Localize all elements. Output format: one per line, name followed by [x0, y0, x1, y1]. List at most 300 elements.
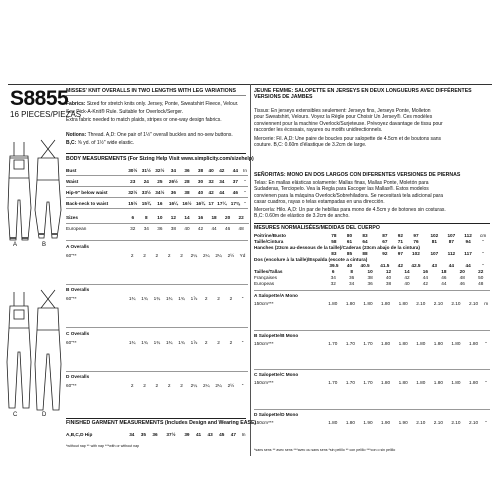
- table-cell: 1⅞: [190, 296, 198, 302]
- mercerie-line: Mercerie: Fil. A,D: Une paire de boucles pour salopette de 4.5cm et de boutons sans: [254, 136, 442, 142]
- table-cell: 42: [422, 281, 429, 287]
- divider-cell: [66, 209, 248, 211]
- table-cell: 76: [413, 239, 419, 245]
- spacer-cell: [66, 347, 248, 371]
- spacer-row: [66, 347, 248, 371]
- table-cell: 43: [431, 263, 437, 269]
- spacer-cell: [254, 308, 490, 330]
- table-cell: 36: [152, 431, 158, 437]
- table-cell: 1.80: [433, 340, 443, 346]
- table-cell: 34½: [155, 189, 165, 195]
- table-cell: 6: [131, 215, 135, 221]
- table-cell: 2.10: [416, 419, 426, 425]
- table-cell: 23: [130, 178, 136, 184]
- table-cell: 28: [184, 178, 190, 184]
- table-cell: 44: [422, 275, 429, 281]
- row-divider: [66, 209, 248, 211]
- table-cell: 1.80: [468, 340, 479, 346]
- table-row: [66, 188, 248, 198]
- table-cell: 17⅜: [230, 200, 240, 206]
- table-cell: 107: [430, 251, 439, 257]
- table-row: [66, 199, 248, 209]
- row-label: B Overalls: [66, 287, 90, 293]
- table-cell: 46: [224, 226, 231, 232]
- row-label: 60"**: [66, 296, 77, 302]
- table-cell: 36: [157, 226, 163, 232]
- table-cell: 14: [184, 215, 190, 221]
- table-cell: 2.10: [451, 419, 461, 425]
- table-cell: 97: [413, 233, 419, 239]
- table-cell: 44: [448, 263, 454, 269]
- view-d-drawing: [35, 290, 61, 410]
- column-divider: [250, 84, 251, 456]
- table-row: [254, 340, 490, 348]
- row-label: A Salopette/A Mono: [254, 293, 298, 299]
- unit-cell: ": [485, 340, 487, 346]
- table-cell: 83: [362, 233, 368, 239]
- table-cell: 1.80: [468, 380, 479, 386]
- table-cell: 12: [385, 269, 392, 275]
- table-cell: 1¾: [153, 296, 161, 302]
- row-label: Bust: [66, 167, 77, 173]
- table-cell: 12: [170, 215, 177, 221]
- table-cell: 1.80: [433, 380, 443, 386]
- piece-count: 16 PIECES/PIEZAS: [10, 110, 82, 119]
- unit-cell: ": [485, 380, 487, 386]
- table-cell: 1.80: [328, 301, 338, 307]
- table-cell: 50: [478, 275, 484, 281]
- tailles-table: [254, 269, 490, 287]
- unit-cell: ": [241, 383, 244, 389]
- table-cell: 83: [331, 251, 337, 257]
- table-cell: 2: [167, 252, 171, 258]
- rule: [254, 223, 490, 224]
- table-row: [254, 379, 490, 387]
- table-cell: 41: [195, 431, 202, 437]
- row-label: 60"**: [66, 339, 77, 345]
- view-label-c: C: [13, 412, 18, 418]
- table-cell: 34: [170, 167, 177, 173]
- french-title: [254, 88, 490, 100]
- table-cell: 1.80: [381, 380, 391, 386]
- table-cell: 36: [184, 167, 190, 173]
- tissus-line: Tissus: En jerseys extensibles seulement: Jerseys fins, Jerseys Ponte, Molleton: [254, 108, 431, 114]
- table-cell: 1.80: [398, 301, 408, 307]
- row-label: Waist: [66, 178, 79, 184]
- view-label-a: A: [13, 242, 18, 248]
- pattern-number: S8855: [10, 87, 69, 110]
- spanish-french-footnote: *sans sens ** avec sens ***avec ou sans sens *sin pelillo ** con pelillo ***con o sin pelillo: [254, 448, 396, 452]
- table-cell: 31½: [141, 167, 151, 173]
- spacer-cell: [254, 348, 490, 370]
- overall-front-back-drawings: [4, 130, 64, 450]
- merceria-line: B,C: 0.60m de elástico de 3.2cm de ancho.: [254, 213, 350, 220]
- table-cell: 26½: [168, 178, 178, 184]
- table-cell: 2¼: [202, 252, 210, 258]
- table-row: [254, 419, 490, 427]
- merceria-line: Mercería: Hilo. A,D: Un par de hebillas para mono de 4.5cm y de botones sin costuras.: [254, 207, 446, 213]
- table-cell: 44: [219, 189, 225, 195]
- spacer-row: [254, 427, 490, 449]
- spacer-row: [254, 348, 490, 370]
- unit-cell: ": [482, 263, 484, 269]
- table-cell: 1.80: [451, 380, 461, 386]
- table-cell: 15½: [128, 200, 138, 206]
- table-cell: 1.90: [381, 419, 391, 425]
- table-cell: 44: [211, 226, 217, 232]
- table-cell: 81: [431, 239, 437, 245]
- table-cell: 16: [197, 215, 204, 221]
- table-cell: 6: [331, 269, 335, 275]
- table-cell: 2.10: [451, 301, 461, 307]
- table-cell: 40.5: [360, 263, 370, 269]
- table-cell: 1¾: [153, 339, 161, 345]
- view-title-row: [66, 286, 248, 295]
- view-b-drawing: [35, 140, 61, 238]
- table-cell: 78: [331, 233, 337, 239]
- unit-cell: ": [244, 178, 246, 184]
- table-cell: 102: [430, 233, 439, 239]
- finished-measurements-table: [66, 430, 248, 439]
- finished-measurements-header: FINISHED GARMENT MEASUREMENTS (Includes Design and Wearing EASE): [66, 420, 257, 426]
- table-cell: 30½: [128, 167, 138, 173]
- table-cell: 40: [197, 189, 204, 195]
- table-cell: 1.80: [416, 380, 426, 386]
- table-cell: 2: [130, 383, 134, 389]
- table-cell: 42: [219, 167, 225, 173]
- table-cell: 1.70: [363, 340, 373, 346]
- table-cell: 35: [140, 431, 147, 437]
- table-cell: 1.70: [328, 380, 338, 386]
- table-cell: 42: [397, 263, 404, 269]
- sizes-table: [66, 214, 248, 234]
- table-cell: 48: [478, 281, 484, 287]
- unit-cell: Yd: [239, 252, 246, 258]
- table-cell: 16: [157, 200, 163, 206]
- table-row: [66, 338, 248, 347]
- table-cell: 37½: [166, 431, 176, 437]
- row-label: 150cm***: [254, 301, 274, 307]
- view-title-row: [254, 411, 490, 419]
- table-cell: 20: [224, 215, 231, 221]
- view-label-d: D: [42, 412, 47, 418]
- table-cell: 2½: [227, 252, 235, 258]
- table-cell: 112: [464, 233, 472, 239]
- english-title: MISSES' KNIT OVERALLS IN TWO LENGTHS WITH LEG VARIATIONS: [66, 88, 236, 94]
- table-cell: 44: [441, 281, 447, 287]
- table-cell: 36: [367, 281, 373, 287]
- table-cell: 2: [229, 296, 233, 302]
- table-cell: 16: [422, 269, 429, 275]
- table-cell: 2: [180, 383, 183, 389]
- body-measurements-table: [66, 166, 248, 210]
- table-cell: 34: [330, 275, 336, 281]
- table-cell: 1.80: [363, 301, 373, 307]
- table-cell: 107: [447, 233, 456, 239]
- table-cell: 1.90: [398, 419, 408, 425]
- table-cell: 16¾: [195, 200, 206, 206]
- table-cell: 1¾: [128, 339, 136, 345]
- notions-line-2: [66, 140, 134, 146]
- table-cell: 2¼: [202, 383, 210, 389]
- row-label: D Salopette/D Mono: [254, 411, 299, 417]
- telas-line: casar cuadros, rayas o telas estampadas en una dirección.: [254, 199, 385, 206]
- row-label: European: [66, 226, 87, 232]
- fabrics-line-3: Extra fabric needed to match plaids, stripes or one-way design fabrics.: [66, 117, 222, 123]
- table-cell: 38: [367, 275, 373, 281]
- table-cell: 1.70: [363, 380, 373, 386]
- row-label: B Salopette/B Mono: [254, 332, 299, 338]
- table-cell: 25: [157, 178, 163, 184]
- table-cell: 1.70: [345, 340, 355, 346]
- table-cell: 1¾: [141, 339, 148, 345]
- tissus-line: pour Sweatshirt, Velours. Voyez la Règle pour Choisir Un Jersey®. Ces modèles: [254, 114, 433, 121]
- table-cell: 36: [170, 189, 177, 195]
- table-cell: 2¼: [190, 383, 198, 389]
- table-row: [66, 430, 248, 439]
- notions-bc-label: B,C:: [66, 140, 77, 146]
- unit-cell: ": [482, 251, 484, 257]
- table-row: [66, 214, 248, 223]
- table-cell: 39: [184, 431, 190, 437]
- table-cell: 17¼: [217, 200, 227, 206]
- table-cell: 34: [349, 281, 355, 287]
- spacer-row: [66, 391, 248, 415]
- english-footnote: *without nap ** with nap ***with or without nap: [66, 444, 140, 448]
- mesures-header: MESURES NORMALISÉES/MEDIDAS DEL CUERPO: [254, 225, 380, 231]
- table-cell: 10: [367, 269, 373, 275]
- row-label: Sizes: [66, 215, 78, 221]
- table-cell: 2: [217, 339, 220, 345]
- body-measurements-header: BODY MEASUREMENTS (For Sizing Help Visit www.simplicity.com/sizehelp): [66, 156, 254, 162]
- table-cell: 2: [143, 383, 146, 389]
- table-cell: 40: [208, 167, 214, 173]
- table-cell: 1¾: [128, 296, 136, 302]
- table-cell: 67: [382, 239, 388, 245]
- table-cell: 18: [211, 215, 217, 221]
- tissus-line: conviennent pour la machine Overlock/Surjeteuse. Prévoyez davantage de tissu pour: [254, 120, 443, 127]
- table-cell: 1.80: [451, 340, 461, 346]
- notions-bc-text: ⅝ yd. of 1½" wide elastic.: [76, 140, 135, 146]
- table-cell: 2.10: [433, 301, 443, 307]
- table-cell: 22: [478, 269, 484, 275]
- row-label: A,B,C,D Hip: [66, 431, 93, 437]
- view-title-row: [66, 242, 248, 251]
- table-cell: 97: [397, 251, 404, 257]
- table-cell: 1¾: [165, 296, 173, 302]
- table-row: [66, 166, 248, 176]
- unit-cell: In: [241, 431, 246, 437]
- table-cell: 40: [385, 275, 392, 281]
- view-title-row: [66, 373, 248, 382]
- table-cell: 38: [170, 226, 177, 232]
- table-row: [254, 300, 490, 308]
- unit-cell: In: [243, 167, 248, 173]
- table-cell: 2: [229, 339, 233, 345]
- table-row: [66, 177, 248, 187]
- table-cell: 1.70: [345, 380, 355, 386]
- table-cell: 1.80: [398, 380, 408, 386]
- row-label: Hip-9" below waist: [66, 189, 108, 195]
- row-label: D Overalls: [66, 374, 90, 380]
- unit-cell: m: [484, 301, 489, 307]
- table-cell: 42: [404, 275, 410, 281]
- spacer-row: [254, 308, 490, 330]
- table-cell: 2¼: [190, 252, 198, 258]
- spacer-cell: [66, 260, 248, 284]
- unit-cell: ": [482, 239, 484, 245]
- table-cell: 17: [208, 200, 214, 206]
- table-cell: 16½: [182, 200, 192, 206]
- metrage-table: [254, 290, 490, 449]
- table-cell: 20: [459, 269, 465, 275]
- table-cell: 48: [238, 226, 244, 232]
- table-cell: 117: [464, 251, 472, 257]
- table-cell: 30: [197, 178, 204, 184]
- spacer-cell: [254, 427, 490, 449]
- unit-cell: ": [241, 339, 244, 345]
- table-cell: 2: [143, 252, 146, 258]
- mercerie-line: couture. B,C: 0.60m d'élastique de 3.2cm de large.: [254, 142, 367, 149]
- unit-cell: ": [244, 189, 246, 195]
- table-row: [254, 281, 490, 287]
- spacer-row: [66, 304, 248, 328]
- fabrics-text: Sized for stretch knits only. Jersey, Ponte, Sweatshirt Fleece, Velour.: [85, 101, 239, 107]
- table-cell: 46: [232, 189, 238, 195]
- table-cell: 2.10: [433, 419, 443, 425]
- table-cell: 94: [465, 239, 471, 245]
- row-label: 60"**: [66, 252, 77, 258]
- row-label: C Salopette/C Mono: [254, 372, 299, 378]
- table-cell: 85: [346, 251, 353, 257]
- table-cell: 2¼: [215, 383, 222, 389]
- table-cell: 2.10: [468, 419, 479, 425]
- table-cell: 1.80: [398, 340, 408, 346]
- row-label: 150cm***: [254, 340, 274, 346]
- spacer-cell: [66, 304, 248, 328]
- table-cell: 61: [346, 239, 353, 245]
- fabrics-label: Fabrics:: [66, 101, 86, 107]
- notions-text: Thread. A,D: One pair of 1½" overall buckles and no-sew buttons.: [86, 132, 233, 138]
- notions-label: Notions:: [66, 132, 87, 138]
- table-cell: 2: [155, 252, 159, 258]
- spacer-row: [66, 260, 248, 284]
- view-title-row: [254, 371, 490, 379]
- tissus-line: raccorder les écossais, rayures ou motifs unidirectionnels.: [254, 127, 383, 134]
- french-title-text: JEUNE FEMME: SALOPETTE EN JERSEYS EN DEUX LONGUEURS AVEC DIFFÉRENTES VERSIONS DE JAMBES: [254, 88, 472, 101]
- view-label-b: B: [42, 242, 47, 248]
- row-label: C Overalls: [66, 330, 90, 336]
- table-cell: 2: [204, 339, 208, 345]
- rule: [66, 95, 246, 96]
- spacer-row: [254, 387, 490, 409]
- rule: [66, 153, 246, 154]
- table-cell: 1.80: [328, 419, 338, 425]
- row-label: 60"**: [66, 383, 77, 389]
- table-cell: 38: [385, 281, 392, 287]
- view-a-drawing: [8, 142, 31, 240]
- table-cell: 37: [232, 178, 238, 184]
- table-cell: 32: [330, 281, 336, 287]
- table-cell: 92: [397, 233, 404, 239]
- table-cell: 1.80: [416, 340, 426, 346]
- unit-cell: ": [244, 200, 246, 206]
- table-row: [66, 382, 248, 391]
- table-cell: 46: [441, 275, 447, 281]
- table-row: [66, 251, 248, 260]
- view-c-drawing: [7, 292, 31, 408]
- unit-cell: ": [241, 296, 244, 302]
- row-label: Back-neck to waist: [66, 200, 109, 206]
- table-cell: 1.80: [381, 340, 391, 346]
- table-cell: 40: [346, 263, 353, 269]
- row-label: Taille/Cintura: [254, 239, 284, 245]
- table-cell: 1¾: [165, 339, 173, 345]
- table-cell: 87: [448, 239, 454, 245]
- mesures-table: [254, 233, 490, 269]
- table-cell: 1¾: [178, 296, 185, 302]
- table-cell: 2: [130, 252, 134, 258]
- table-cell: 34: [129, 431, 135, 437]
- telas-line: Sudaderas, Terciopelo. Vea la Regla para Escoger las Mallas®. Estos modelos: [254, 186, 429, 193]
- table-cell: 34: [219, 178, 225, 184]
- table-cell: 32: [130, 226, 136, 232]
- table-cell: 8: [350, 269, 353, 275]
- table-cell: 2: [204, 296, 208, 302]
- table-cell: 32½: [128, 189, 138, 195]
- table-cell: 16¼: [168, 200, 178, 206]
- table-cell: 44: [232, 167, 238, 173]
- table-cell: 87: [382, 233, 388, 239]
- table-cell: 2¼: [215, 252, 222, 258]
- table-cell: 2½: [227, 383, 235, 389]
- table-cell: 8: [145, 215, 148, 221]
- table-cell: 24: [143, 178, 149, 184]
- table-cell: 34: [143, 226, 149, 232]
- row-label: Hanches (23cm au-dessous de la taille)/Caderas (23cm abajo de la cintura): [254, 245, 420, 251]
- row-label: Tailles/Tallas: [254, 269, 283, 275]
- table-row: [66, 225, 248, 234]
- table-cell: 1.80: [381, 301, 391, 307]
- row-label: 150cm***: [254, 419, 274, 425]
- row-label: Poitrine/Busto: [254, 233, 287, 239]
- table-cell: 36: [349, 275, 355, 281]
- table-cell: 2.10: [468, 301, 479, 307]
- rule: [66, 418, 246, 419]
- table-cell: 102: [412, 251, 420, 257]
- table-cell: 18: [441, 269, 447, 275]
- table-cell: 14: [404, 269, 410, 275]
- telas-line: Telas: En mallas elásticas solamente: Mallas finas, Mallas Ponte, Moletón para: [254, 180, 429, 186]
- table-cell: 40: [404, 281, 410, 287]
- row-label: Dos (encolure à la taille)/Espalda (escote a cintura): [254, 257, 368, 263]
- row-label: Françaises: [254, 275, 277, 281]
- table-cell: 88: [362, 251, 368, 257]
- table-cell: 33½: [141, 189, 151, 195]
- table-cell: 1⅞: [190, 339, 198, 345]
- table-cell: 42.5: [411, 263, 421, 269]
- fabrics-line-1: [66, 101, 238, 107]
- table-cell: 38: [197, 167, 204, 173]
- table-cell: 1.70: [328, 340, 338, 346]
- telas-line: convienen para la máquina Overlock/Sobrehiladora. Se necesitará tela adicional para: [254, 192, 444, 199]
- unit-cell: cm: [480, 233, 487, 239]
- table-cell: 64: [362, 239, 368, 245]
- yardage-table: [66, 240, 248, 415]
- spacer-cell: [254, 387, 490, 409]
- table-cell: 43: [207, 431, 213, 437]
- table-cell: 48: [459, 275, 465, 281]
